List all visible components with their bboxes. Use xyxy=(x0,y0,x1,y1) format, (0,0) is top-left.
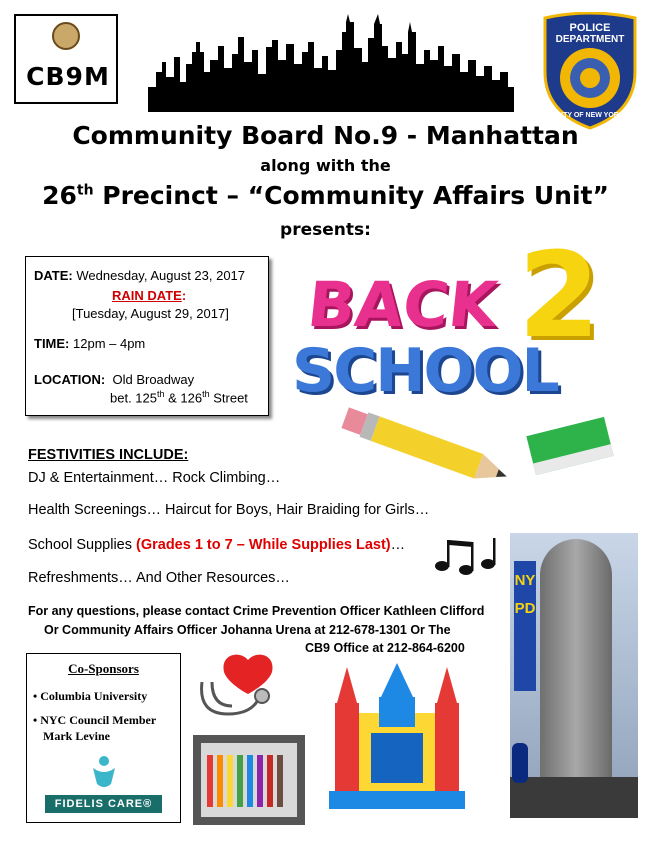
location-sup1: th xyxy=(157,389,165,399)
precinct-sup: th xyxy=(76,182,94,199)
page-title: Community Board No.9 - Manhattan xyxy=(72,121,579,150)
location-label: LOCATION: xyxy=(34,372,106,387)
location-value: Old Broadway xyxy=(112,372,195,387)
cosponsors-heading: Co-Sponsors xyxy=(68,661,139,676)
fidelis-figure-icon xyxy=(89,754,119,792)
fidelis-care-logo: FIDELIS CARE® xyxy=(45,795,162,813)
badge-ring-text: CITY OF NEW YORK xyxy=(556,112,624,119)
officer-figure xyxy=(512,743,528,783)
badge-line2: DEPARTMENT xyxy=(555,34,625,45)
event-details-box xyxy=(25,256,269,416)
festivities-heading: FESTIVITIES INCLUDE: xyxy=(28,447,189,463)
time-label: TIME: xyxy=(34,336,70,351)
festivity-line-3-red: (Grades 1 to 7 – While Supplies Last) xyxy=(136,537,391,553)
pencil-eraser-icon xyxy=(330,406,630,496)
date-row xyxy=(34,268,245,283)
climbing-wall-shape xyxy=(540,539,612,809)
city-skyline-image xyxy=(148,2,514,112)
cosponsor-item-columbia: • Columbia University xyxy=(33,689,148,703)
rock-wall-photo xyxy=(510,533,638,818)
contact-line-2: Or Community Affairs Officer Johanna Urena at 212-678-1301 Or The xyxy=(44,623,451,637)
two-digit: 2 xyxy=(518,226,601,364)
festivity-line-3-b: … xyxy=(390,537,406,553)
presents-text: presents: xyxy=(280,220,371,240)
location-sup2: th xyxy=(202,389,210,399)
back-word: BACK xyxy=(304,268,501,341)
location-line2-b: & 126 xyxy=(164,390,203,406)
precinct-name: Precinct – “Community Affairs Unit” xyxy=(93,181,609,210)
rain-date-value: [Tuesday, August 29, 2017] xyxy=(72,306,229,321)
bounce-house-icon xyxy=(323,663,471,813)
festivity-line-1: DJ & Entertainment… Rock Climbing… xyxy=(28,470,281,486)
time-value: 12pm – 4pm xyxy=(69,336,146,351)
date-value: Wednesday, August 23, 2017 xyxy=(72,268,246,283)
stethoscope-heart-icon xyxy=(198,652,298,724)
precinct-number: 26 xyxy=(42,181,77,210)
festivity-line-4: Refreshments… And Other Resources… xyxy=(28,570,290,586)
festivity-line-3-a: School Supplies xyxy=(28,537,137,553)
pencils-binder-icon xyxy=(193,735,305,825)
cosponsor-item-council: • NYC Council Member xyxy=(33,713,157,727)
cosponsor-council-name: Mark Levine xyxy=(43,729,110,743)
location-row xyxy=(34,372,194,387)
rain-date-colon: : xyxy=(181,288,187,303)
precinct-heading xyxy=(0,181,651,210)
badge-text xyxy=(540,22,640,46)
music-notes-icon xyxy=(430,532,500,580)
location-line2 xyxy=(110,389,248,405)
rain-date-label-row xyxy=(112,288,186,303)
location-line2-a: bet. 125 xyxy=(110,390,157,406)
nypd-banner xyxy=(514,561,536,691)
time-row xyxy=(34,336,145,351)
logo-text: CB9M xyxy=(26,62,110,91)
cosponsor-council-label: NYC Council Member xyxy=(40,713,157,727)
contact-line-1: For any questions, please contact Crime Prevention Officer Kathleen Clifford xyxy=(28,604,485,618)
cosponsor-columbia-label: Columbia University xyxy=(40,689,148,703)
cosponsors-box xyxy=(26,653,181,823)
date-label: DATE: xyxy=(34,268,73,283)
cb9m-logo xyxy=(14,14,118,104)
wall-base xyxy=(510,777,638,818)
along-with-text: along with the xyxy=(260,156,391,175)
school-word: SCHOOL xyxy=(292,336,558,406)
festivity-line-2: Health Screenings… Haircut for Boys, Hair Braiding for Girls… xyxy=(28,502,430,518)
contact-line-3: CB9 Office at 212-864-6200 xyxy=(305,641,465,655)
nypd-badge xyxy=(540,12,640,130)
location-line2-c: Street xyxy=(209,390,248,406)
rain-date-label: RAIN DATE xyxy=(112,288,182,303)
nypd-banner-text: NYPD xyxy=(514,572,536,617)
city-seal-icon xyxy=(52,22,80,50)
festivity-line-3 xyxy=(28,537,405,553)
badge-line1: POLICE xyxy=(569,22,611,34)
